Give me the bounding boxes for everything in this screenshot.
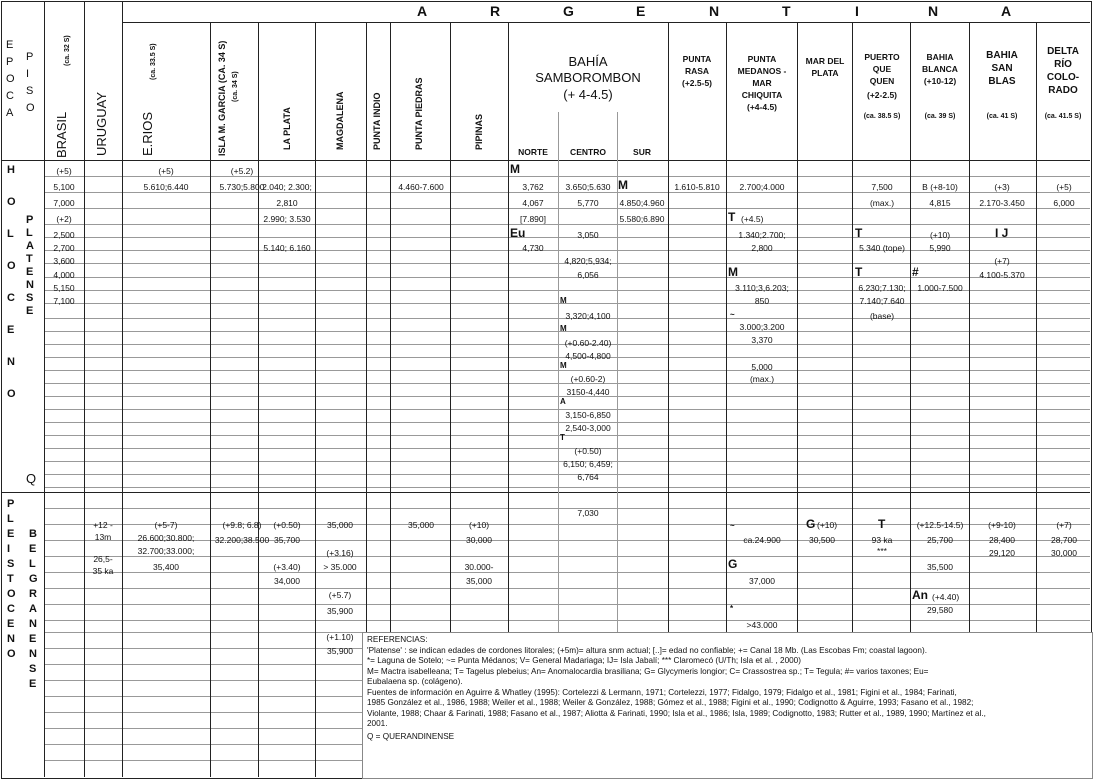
taxon-symbol-small: T bbox=[560, 433, 565, 442]
table-cell: 13m bbox=[94, 532, 112, 542]
table-cell: 3.110;3,6.203; bbox=[735, 283, 789, 293]
axis-letter: E bbox=[7, 324, 15, 336]
table-cell: 2.700;4.000 bbox=[739, 182, 785, 192]
col-punta-indio: PUNTA INDIO bbox=[372, 92, 382, 150]
table-cell: 35,500 bbox=[927, 562, 953, 572]
table-cell: 26,5- bbox=[93, 554, 113, 564]
axis-letter: C bbox=[7, 292, 15, 304]
table-cell: (+5-7) bbox=[154, 520, 178, 530]
axis-letter: N bbox=[7, 633, 15, 645]
taxon-symbol: M bbox=[510, 162, 520, 176]
table-cell: 4.460-7.600 bbox=[398, 182, 444, 192]
taxon-symbol: G bbox=[728, 557, 738, 571]
table-cell: 30,500 bbox=[809, 535, 835, 545]
table-cell: 3,320;4,100 bbox=[565, 311, 611, 321]
axis-letter: C bbox=[7, 603, 15, 615]
table-cell: (+1.10) bbox=[326, 632, 354, 642]
table-cell: 2.990; 3.530 bbox=[263, 214, 311, 224]
table-cell: 1.000-7.500 bbox=[917, 283, 963, 293]
table-cell: 2,810 bbox=[276, 198, 298, 208]
taxon-symbol-small: ~ bbox=[730, 521, 735, 530]
table-cell: 28,400 bbox=[989, 535, 1015, 545]
table-cell: 4,820;5,934; bbox=[564, 256, 612, 266]
table-cell: 30.000- bbox=[464, 562, 494, 572]
taxon-symbol: T bbox=[878, 517, 886, 531]
table-cell: 35,000 bbox=[466, 576, 492, 586]
table-cell: (+10) bbox=[929, 230, 951, 240]
axis-letter: T bbox=[26, 253, 33, 265]
table-cell: 7,500 bbox=[871, 182, 893, 192]
title-letter: A bbox=[1001, 3, 1012, 19]
table-cell: 25,700 bbox=[927, 535, 953, 545]
table-cell: 4,067 bbox=[522, 198, 544, 208]
table-cell: 5.340 (tope) bbox=[859, 243, 905, 253]
table-cell: 35,000 bbox=[408, 520, 434, 530]
title-argentina bbox=[122, 4, 1090, 22]
table-cell: 7,000 bbox=[53, 198, 75, 208]
col-erios: E.RIOS bbox=[140, 111, 155, 156]
table-cell: 5,150 bbox=[53, 283, 75, 293]
table-cell: (+5.2) bbox=[230, 166, 254, 176]
table-cell: 93 ka bbox=[871, 535, 893, 545]
table-cell: (+9-10) bbox=[988, 520, 1016, 530]
table-cell: > 35.000 bbox=[323, 562, 357, 572]
table-cell: 4,500-4,800 bbox=[565, 351, 611, 361]
taxon-symbol: # bbox=[912, 265, 919, 279]
axis-letter: G bbox=[29, 573, 38, 585]
table-cell: 35,000 bbox=[327, 520, 353, 530]
table-cell: 7.140;7.640 bbox=[859, 296, 905, 306]
axis-letter: L bbox=[7, 513, 14, 525]
col-isla: ISLA M. GARCIA (CA. 34 S) bbox=[217, 40, 227, 156]
title-letter: R bbox=[490, 3, 501, 19]
title-letter: I bbox=[855, 3, 859, 19]
taxon-symbol: T bbox=[728, 210, 736, 224]
taxon-symbol: T bbox=[855, 265, 863, 279]
axis-letter: T bbox=[7, 573, 14, 585]
table-cell: 32.200;38.500 bbox=[214, 535, 270, 545]
table-cell: 5,770 bbox=[577, 198, 599, 208]
table-cell: (+7) bbox=[1056, 520, 1072, 530]
table-cell: 6,000 bbox=[1053, 198, 1075, 208]
table-cell: 3,150-6,850 bbox=[565, 410, 611, 420]
col-brasil: BRASIL bbox=[54, 111, 69, 158]
axis-letter: P bbox=[26, 214, 34, 226]
table-cell: 4,000 bbox=[53, 270, 75, 280]
taxon-symbol-small: A bbox=[560, 397, 566, 406]
axis-letter: E bbox=[7, 618, 15, 630]
table-cell: 28,700 bbox=[1051, 535, 1077, 545]
axis-letter: P bbox=[7, 498, 15, 510]
table-cell: 35,400 bbox=[153, 562, 179, 572]
table-cell: 30,000 bbox=[466, 535, 492, 545]
references-line: 'Platense' : se indican edades de cordones litorales; (+5m)= altura snm actual; [..]= edad no confiable; += Canal 18 Mb. (Las Escobas Fm; coastal lagoon). bbox=[367, 645, 927, 655]
axis-letter: E bbox=[26, 266, 34, 278]
axis-letter: H bbox=[7, 164, 15, 176]
table-cell: (+10) bbox=[468, 520, 490, 530]
references-line: Eubalaena sp. (colágeno). bbox=[367, 677, 463, 686]
table-cell: 2,700 bbox=[53, 243, 75, 253]
axis-letter: S bbox=[26, 292, 34, 304]
axis-letter: S bbox=[7, 558, 15, 570]
table-cell: (+0.60-2) bbox=[570, 374, 606, 384]
references-line: Fuentes de información en Aguirre & Whatley (1995): Cortelezzi & Lermann, 1971; Cortelezzi, 1977; Fidalgo, 1979; Fidalgo et al., 1981; Figini et al., 1984; Farinati, bbox=[367, 687, 957, 697]
taxon-symbol-small: M bbox=[560, 361, 567, 370]
table-cell: 30,000 bbox=[1051, 548, 1077, 558]
taxon-symbol: T bbox=[855, 226, 863, 240]
axis-letter: E bbox=[7, 528, 15, 540]
table-cell: +12 - bbox=[93, 520, 113, 530]
table-cell: (+12.5-14.5) bbox=[916, 520, 964, 530]
taxon-symbol: Eu bbox=[510, 226, 526, 240]
table-cell: 7,030 bbox=[577, 508, 599, 518]
mar-del-plata-g-suffix: (+10) bbox=[817, 520, 838, 530]
table-cell: 35,700 bbox=[274, 535, 300, 545]
table-cell: 5.580;6.890 bbox=[619, 214, 665, 224]
col-brasil-lat: (ca. 32 S) bbox=[64, 35, 71, 66]
taxon-symbol-small: * bbox=[730, 604, 734, 613]
table-cell: (+3.40) bbox=[273, 562, 301, 572]
table-cell: 6,764 bbox=[577, 472, 599, 482]
references-line: Q = QUERANDINENSE bbox=[367, 731, 455, 741]
axis-letter: A bbox=[26, 240, 34, 252]
table-cell: (+5) bbox=[56, 166, 72, 176]
references-line: Violante, 1988; Chaar & Farinati, 1988; Fasano et al., 1987; Aliotta & Farinati, 1990; Isla et al., 1986; Isla, 1989; Codignotto, 1983; Rutter et al., 1989, 1990; Martínez et al., bbox=[367, 708, 986, 718]
title-letter: A bbox=[417, 3, 428, 19]
table-cell: 3,762 bbox=[522, 182, 544, 192]
table-cell: B (+8-10) bbox=[922, 182, 958, 192]
axis-letter: L bbox=[29, 558, 36, 570]
table-cell: [7.890] bbox=[520, 214, 546, 224]
table-cell: 1.340;2.700; bbox=[738, 230, 786, 240]
table-cell: ca.24.900 bbox=[743, 535, 781, 545]
title-letter: N bbox=[928, 3, 939, 19]
axis-letter: N bbox=[26, 279, 34, 291]
references-heading: REFERENCIAS: bbox=[367, 635, 428, 644]
col-laplata: LA PLATA bbox=[282, 107, 292, 150]
references-line: 1985 González et al., 1986, 1988; Weiler et al., 1988; Weiler & González, 1988; Gómez et al., 1988; Figini et al., 1990; Codignotto & Aguirre, 1993; Fasano et al., 1982; bbox=[367, 698, 974, 707]
table-cell: 5,000 bbox=[751, 362, 773, 372]
table-cell: 5,100 bbox=[53, 182, 75, 192]
table-cell: 6.230;7.130; bbox=[858, 283, 906, 293]
axis-letter: N bbox=[29, 618, 37, 630]
table-cell: 2,800 bbox=[751, 243, 773, 253]
table-cell: 2,540-3,000 bbox=[565, 423, 611, 433]
table-cell: *** bbox=[877, 546, 887, 556]
table-cell: 4,815 bbox=[929, 198, 951, 208]
table-cell: 34,000 bbox=[274, 576, 300, 586]
table-cell: 3,370 bbox=[751, 335, 773, 345]
table-cell: (+0.50) bbox=[273, 520, 301, 530]
table-cell: 1.610-5.810 bbox=[674, 182, 720, 192]
col-erios-lat: (ca. 33.5 S) bbox=[150, 43, 157, 80]
table-cell: 32.700;33.000; bbox=[137, 546, 195, 556]
table-cell: 26.600;30.800; bbox=[137, 533, 195, 543]
axis-letter: E bbox=[26, 305, 34, 317]
table-cell: (+2) bbox=[56, 214, 72, 224]
axis-letter: B bbox=[29, 528, 37, 540]
taxon-symbol: I J bbox=[995, 226, 1009, 240]
table-cell: 29,580 bbox=[927, 605, 953, 615]
table-cell: (+5) bbox=[1056, 182, 1072, 192]
table-cell: (+5.7) bbox=[328, 590, 352, 600]
axis-letter: O bbox=[7, 388, 16, 400]
table-cell: 37,000 bbox=[749, 576, 775, 586]
table-cell: (max.) bbox=[749, 374, 775, 384]
table-cell: 3.000;3.200 bbox=[739, 322, 785, 332]
table-cell: 6,150; 6,459; bbox=[563, 459, 613, 469]
table-cell: (+5) bbox=[158, 166, 174, 176]
table-cell: 3150-4,440 bbox=[566, 387, 610, 397]
col-pipinas: PIPINAS bbox=[474, 113, 484, 150]
axis-letter: R bbox=[29, 588, 37, 600]
punta-medanos-t-suffix: (+4.5) bbox=[741, 214, 764, 224]
title-letter: G bbox=[563, 3, 574, 19]
taxon-symbol: M bbox=[618, 178, 628, 192]
references-line: M= Mactra isabelleana; T= Tagelus plebeius; An= Anomalocardia brasiliana; G= Glycymeris longior; C= Crassostrea sp.; T= Tegula; #= varios taxones; Eu= bbox=[367, 666, 929, 676]
table-cell: (+0.60-2.40) bbox=[564, 338, 612, 348]
axis-letter: L bbox=[26, 227, 33, 239]
axis-letter: N bbox=[29, 648, 37, 660]
stratigraphic-table: A R G E N T I N A E P O C A P I S O BRASIL (ca. 32 S) URUGUAY E.RIOS (ca. 33.5 S) ISLA M. GARCIA (CA. 34 S) (ca. 34 S) LA PLATA MAGDALENA PUNTA INDIO PUNTA PIEDRAS PIPINAS BAHÍA SAMBOROMBON (+ 4-4.5) NORTE CENTRO SUR PUNTA RASA (+2.5-5) PUNTA MEDANOS - MAR CHIQUITA (+4-4.5) MAR DEL PLATA PUERTO QUE QUEN (+2-2.5) (ca. 38.5 S) BAHIA BLANCA (+10-12) (ca. 39 S) BAHIA SAN BLAS (ca. 41 S) DELTA RÍO COLO- RADO (ca. 41.5 S) H O L O C E N O P L A T E N S E Q P L E I S T O C E N O B E L G R A N E N S E (+5) 5,100 7,000 (+2) 2,500 2,700 3,600 4,000 5,150 7,100 (+5) 5.610;6.440 (+5.2) 5.730;5.800 2.040; 2.300; 2,810 2.990; 3.530 5.140; 6.160 4.460-7.600 3,762 4,067 [7.890] 4,730 3.650;5.630 5,770 3,050 4,820;5,934; 6,056 3,320;4,100 (+0.60-2.40) 4,500-4,800 (+0.60-2) 3150-4,440 3,150-6,850 2,540-3,000 (+0.50) 6,150; 6,459; 6,764 7,030 4.850;4.960 5.580;6.890 1.610-5.810 2.700;4.000 1.340;2.700; 2,800 3.110;3,6.203; 850 3.000;3.200 3,370 5,000 (max.) 7,500 (max.) 5.340 (tope) 6.230;7.130; 7.140;7.640 (base) B (+8-10) 4,815 (+10) 5,990 1.000-7.500 (+3) 2.170-3.450 (+7) 4.100-5.370 (+5) 6,000 +12 - 13m 26,5- 35 ka (+5-7) 26.600;30.800; 32.700;33.000; 35,400 (+9.8; 6.8) 32.200;38.500 (+0.50) 35,700 (+3.40) 34,000 35,000 (+3.16) > 35.000 (+5.7) 35,900 (+1.10) 35,900 35,000 (+10) 30,000 30.000- 35,000 ca.24.900 37,000 >43.000 30,500 93 ka *** (+12.5-14.5) 25,700 35,500 29,580 (+9-10) 28,400 29,120 (+7) 28,700 30,000 M M Eu T M T T # I J G An T G M M M A T ~ ~ * (+4.5) (+10) (+4.40) REFERENCIAS: 'Platense' : se indican edades de cordones litorales; (+5m)= altura snm actual; [..]= edad no confiable; += Canal 18 Mb. (Las Escobas Fm; coastal lagoon). *= Laguna de Sotelo; ~= Punta Médanos; V= General Madariaga; IJ= Isla Jabalí; *** Claromecó (U/Th; Isla et al. , 2000) M= Mactra isabelleana; T= Tagelus plebeius; An= Anomalocardia brasiliana; G= Glycymeris longior; C= Crassostrea sp.; T= Tegula; #= varios taxones; Eu= Eubalaena sp. (colágeno). Fuentes de información en Aguirre & Whatley (1995): Cortelezzi & Lermann, 1971; Cortelezzi, 1977; Fidalgo, 1979; Fidalgo et al., 1981; Figini et al., 1984; Farinati, 1985 González et al., 1986, 1988; Weiler et al., 1988; Weiler & González, 1988; Gómez et al., 1988; Figini et al., 1990; Codignotto & Aguirre, 1993; Fasano et al., 1982; Violante, 1988; Chaar & Farinati, 1988; Fasano et al., 1987; Aliotta & Farinati, 1990; Isla et al., 1986; Isla, 1989; Codignotto, 1983; Rutter et al., 1989, 1990; Martínez et al., 2001. Q = QUERANDINENSE bbox=[0, 0, 1093, 780]
axis-letter: A bbox=[29, 603, 37, 615]
table-cell: 3,050 bbox=[577, 230, 599, 240]
axis-letter: O bbox=[7, 588, 16, 600]
taxon-symbol-small: M bbox=[560, 324, 567, 333]
col-punta-piedras: PUNTA PIEDRAS bbox=[414, 77, 424, 150]
references-box bbox=[362, 632, 1093, 779]
axis-letter: E bbox=[29, 678, 37, 690]
references-line: *= Laguna de Sotelo; ~= Punta Médanos; V= General Madariaga; IJ= Isla Jabalí; *** Claromecó (U/Th; Isla et al. , 2000) bbox=[367, 656, 801, 665]
table-cell: 7,100 bbox=[53, 296, 75, 306]
bahia-blanca-an-suffix: (+4.40) bbox=[932, 592, 960, 602]
q-mark: Q bbox=[26, 471, 37, 486]
table-cell: 2.170-3.450 bbox=[979, 198, 1025, 208]
table-cell: 29,120 bbox=[989, 548, 1015, 558]
table-cell: 3,600 bbox=[53, 256, 75, 266]
table-cell: 35,900 bbox=[327, 606, 353, 616]
table-cell: 3.650;5.630 bbox=[565, 182, 611, 192]
axis-letter: I bbox=[7, 543, 11, 555]
table-cell: 2,500 bbox=[53, 230, 75, 240]
table-cell: 5,990 bbox=[929, 243, 951, 253]
axis-letter: L bbox=[7, 228, 14, 240]
axis-letter: E bbox=[29, 633, 37, 645]
table-cell: 5.730;5.800 bbox=[219, 182, 265, 192]
axis-letter: O bbox=[7, 648, 16, 660]
table-cell: (base) bbox=[869, 311, 895, 321]
taxon-symbol: G bbox=[806, 517, 816, 531]
col-isla-lat: (ca. 34 S) bbox=[232, 71, 239, 102]
table-cell: (+9.8; 6.8) bbox=[222, 520, 262, 530]
table-cell: 4.850;4.960 bbox=[619, 198, 665, 208]
col-magdalena: MAGDALENA bbox=[335, 91, 345, 150]
table-cell: (max.) bbox=[869, 198, 895, 208]
taxon-symbol-small: M bbox=[560, 296, 567, 305]
references-line: 2001. bbox=[367, 719, 388, 728]
title-letter: T bbox=[782, 3, 791, 19]
table-cell: 4,730 bbox=[522, 243, 544, 253]
axis-letter: S bbox=[29, 663, 37, 675]
table-cell: 35,900 bbox=[327, 646, 353, 656]
taxon-symbol-small: ~ bbox=[730, 310, 735, 319]
axis-letter: E bbox=[29, 543, 37, 555]
taxon-symbol: M bbox=[728, 265, 738, 279]
table-cell: (+7) bbox=[994, 256, 1010, 266]
table-cell: 4.100-5.370 bbox=[979, 270, 1025, 280]
title-letter: N bbox=[709, 3, 720, 19]
table-cell: 2.040; 2.300; bbox=[262, 182, 312, 192]
axis-letter: O bbox=[7, 196, 16, 208]
col-uruguay: URUGUAY bbox=[94, 91, 109, 156]
title-letter: E bbox=[636, 3, 646, 19]
table-cell: 35 ka bbox=[92, 566, 114, 576]
axis-letter: N bbox=[7, 356, 15, 368]
table-cell: (+3) bbox=[994, 182, 1010, 192]
table-cell: 6,056 bbox=[577, 270, 599, 280]
table-cell: 5.610;6.440 bbox=[143, 182, 189, 192]
table-cell: >43.000 bbox=[746, 620, 778, 630]
taxon-symbol: An bbox=[912, 588, 928, 602]
axis-letter: O bbox=[7, 260, 16, 272]
table-cell: (+3.16) bbox=[326, 548, 354, 558]
table-cell: (+0.50) bbox=[574, 446, 602, 456]
table-cell: 850 bbox=[754, 296, 770, 306]
table-cell: 5.140; 6.160 bbox=[263, 243, 311, 253]
